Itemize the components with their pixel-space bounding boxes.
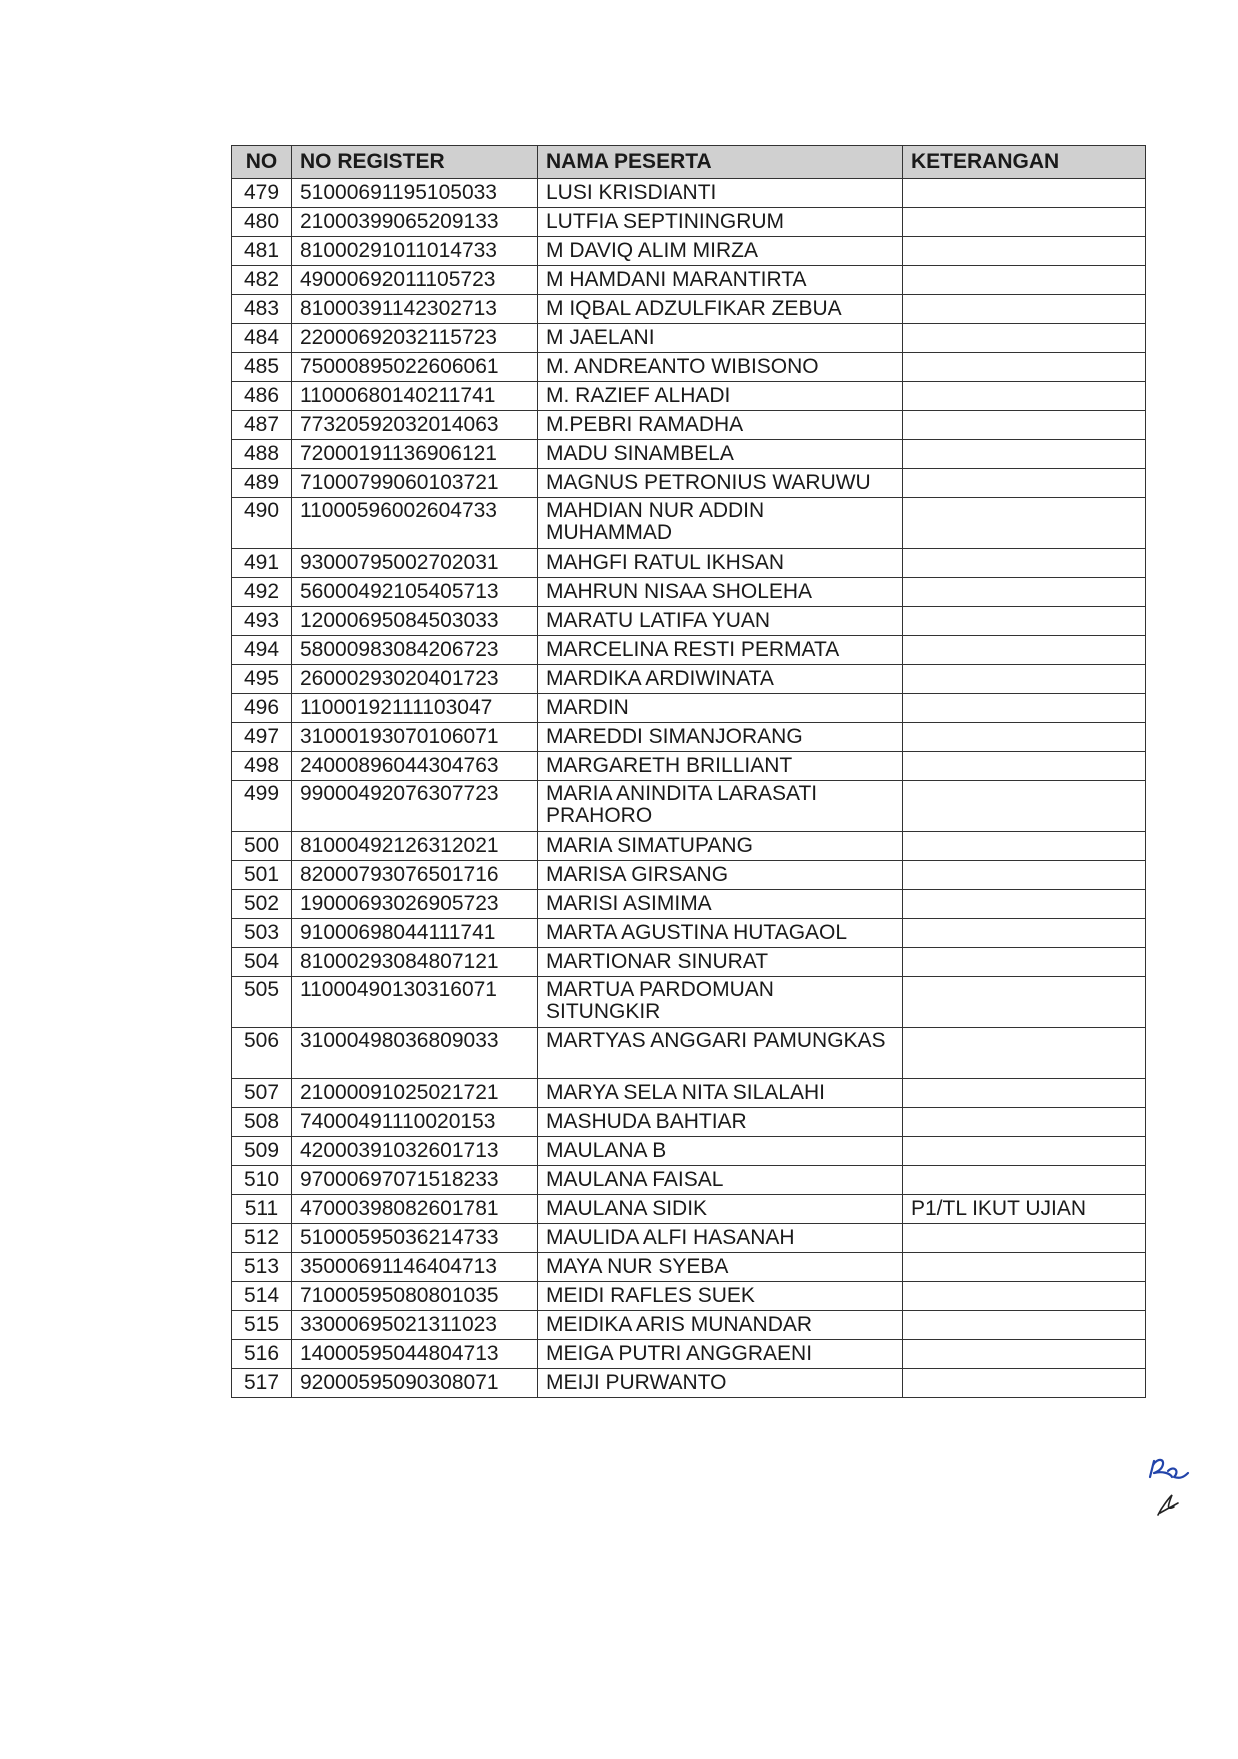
row-name: LUSI KRISDIANTI bbox=[538, 179, 903, 208]
row-no: 493 bbox=[232, 607, 292, 636]
row-keterangan bbox=[903, 861, 1146, 890]
row-register: 14000595044804713 bbox=[292, 1340, 538, 1369]
row-register: 71000595080801035 bbox=[292, 1282, 538, 1311]
row-keterangan bbox=[903, 237, 1146, 266]
row-keterangan bbox=[903, 324, 1146, 353]
row-no: 487 bbox=[232, 411, 292, 440]
row-name: MAGNUS PETRONIUS WARUWU bbox=[538, 469, 903, 498]
table-row bbox=[232, 665, 1146, 694]
row-register: 99000492076307723 bbox=[292, 781, 538, 832]
row-register: 21000091025021721 bbox=[292, 1079, 538, 1108]
table-row bbox=[232, 440, 1146, 469]
table-row bbox=[232, 208, 1146, 237]
row-register: 72000191136906121 bbox=[292, 440, 538, 469]
table-row bbox=[232, 1369, 1146, 1398]
row-keterangan bbox=[903, 723, 1146, 752]
table-row bbox=[232, 1108, 1146, 1137]
table-row bbox=[232, 752, 1146, 781]
row-no: 485 bbox=[232, 353, 292, 382]
row-keterangan bbox=[903, 208, 1146, 237]
row-keterangan bbox=[903, 440, 1146, 469]
row-name: LUTFIA SEPTININGRUM bbox=[538, 208, 903, 237]
row-keterangan bbox=[903, 1253, 1146, 1282]
header-nama-peserta: NAMA PESERTA bbox=[538, 146, 903, 179]
table-row bbox=[232, 469, 1146, 498]
table-row bbox=[232, 549, 1146, 578]
row-no: 480 bbox=[232, 208, 292, 237]
row-name: MARDIKA ARDIWINATA bbox=[538, 665, 903, 694]
row-register: 51000595036214733 bbox=[292, 1224, 538, 1253]
row-keterangan bbox=[903, 636, 1146, 665]
row-name: M DAVIQ ALIM MIRZA bbox=[538, 237, 903, 266]
row-keterangan bbox=[903, 1108, 1146, 1137]
row-keterangan bbox=[903, 498, 1146, 549]
row-no: 506 bbox=[232, 1028, 292, 1079]
row-no: 514 bbox=[232, 1282, 292, 1311]
table-row bbox=[232, 295, 1146, 324]
row-register: 33000695021311023 bbox=[292, 1311, 538, 1340]
table-row bbox=[232, 1311, 1146, 1340]
row-register: 81000492126312021 bbox=[292, 832, 538, 861]
row-name: MAULANA B bbox=[538, 1137, 903, 1166]
row-keterangan bbox=[903, 1369, 1146, 1398]
table-row bbox=[232, 1137, 1146, 1166]
row-keterangan bbox=[903, 694, 1146, 723]
row-register: 92000595090308071 bbox=[292, 1369, 538, 1398]
header-no: NO bbox=[232, 146, 292, 179]
row-no: 492 bbox=[232, 578, 292, 607]
row-no: 499 bbox=[232, 781, 292, 832]
table-row bbox=[232, 1166, 1146, 1195]
row-no: 490 bbox=[232, 498, 292, 549]
row-no: 491 bbox=[232, 549, 292, 578]
row-no: 504 bbox=[232, 948, 292, 977]
row-no: 481 bbox=[232, 237, 292, 266]
row-keterangan bbox=[903, 665, 1146, 694]
row-keterangan bbox=[903, 890, 1146, 919]
row-register: 24000896044304763 bbox=[292, 752, 538, 781]
table-row bbox=[232, 607, 1146, 636]
row-name: MARATU LATIFA YUAN bbox=[538, 607, 903, 636]
table-row bbox=[232, 890, 1146, 919]
row-register: 35000691146404713 bbox=[292, 1253, 538, 1282]
row-keterangan bbox=[903, 1340, 1146, 1369]
row-keterangan bbox=[903, 1282, 1146, 1311]
row-register: 74000491110020153 bbox=[292, 1108, 538, 1137]
row-no: 503 bbox=[232, 919, 292, 948]
row-no: 507 bbox=[232, 1079, 292, 1108]
row-name: MAHGFI RATUL IKHSAN bbox=[538, 549, 903, 578]
table-row bbox=[232, 919, 1146, 948]
table-row bbox=[232, 1253, 1146, 1282]
table-row bbox=[232, 694, 1146, 723]
row-no: 482 bbox=[232, 266, 292, 295]
row-no: 494 bbox=[232, 636, 292, 665]
row-name: M.PEBRI RAMADHA bbox=[538, 411, 903, 440]
row-keterangan bbox=[903, 1079, 1146, 1108]
row-register: 31000498036809033 bbox=[292, 1028, 538, 1079]
row-keterangan bbox=[903, 411, 1146, 440]
row-keterangan bbox=[903, 469, 1146, 498]
row-name: MARDIN bbox=[538, 694, 903, 723]
row-register: 75000895022606061 bbox=[292, 353, 538, 382]
row-name: MEIJI PURWANTO bbox=[538, 1369, 903, 1398]
table-row bbox=[232, 636, 1146, 665]
row-name: MARIA SIMATUPANG bbox=[538, 832, 903, 861]
row-name: MARGARETH BRILLIANT bbox=[538, 752, 903, 781]
row-name: MARYA SELA NITA SILALAHI bbox=[538, 1079, 903, 1108]
table-row bbox=[232, 1079, 1146, 1108]
row-no: 483 bbox=[232, 295, 292, 324]
row-name: MARTUA PARDOMUAN SITUNGKIR bbox=[538, 977, 903, 1028]
row-register: 11000192111103047 bbox=[292, 694, 538, 723]
row-keterangan bbox=[903, 353, 1146, 382]
row-name: MARTIONAR SINURAT bbox=[538, 948, 903, 977]
row-keterangan bbox=[903, 1137, 1146, 1166]
row-register: 81000293084807121 bbox=[292, 948, 538, 977]
row-keterangan bbox=[903, 832, 1146, 861]
row-register: 49000692011105723 bbox=[292, 266, 538, 295]
table-header-row bbox=[232, 146, 1146, 179]
header-keterangan: KETERANGAN bbox=[903, 146, 1146, 179]
row-register: 81000391142302713 bbox=[292, 295, 538, 324]
row-name: MAYA NUR SYEBA bbox=[538, 1253, 903, 1282]
table-row bbox=[232, 977, 1146, 1028]
row-keterangan bbox=[903, 752, 1146, 781]
row-no: 498 bbox=[232, 752, 292, 781]
table-row bbox=[232, 1195, 1146, 1224]
row-register: 22000692032115723 bbox=[292, 324, 538, 353]
row-no: 516 bbox=[232, 1340, 292, 1369]
table-row bbox=[232, 1282, 1146, 1311]
row-no: 488 bbox=[232, 440, 292, 469]
row-no: 510 bbox=[232, 1166, 292, 1195]
row-name: MEIDI RAFLES SUEK bbox=[538, 1282, 903, 1311]
row-register: 11000680140211741 bbox=[292, 382, 538, 411]
row-name: MARTYAS ANGGARI PAMUNGKAS bbox=[538, 1028, 903, 1079]
row-no: 484 bbox=[232, 324, 292, 353]
row-no: 495 bbox=[232, 665, 292, 694]
row-register: 91000698044111741 bbox=[292, 919, 538, 948]
row-name: MEIGA PUTRI ANGGRAENI bbox=[538, 1340, 903, 1369]
row-name: MEIDIKA ARIS MUNANDAR bbox=[538, 1311, 903, 1340]
table-row bbox=[232, 578, 1146, 607]
table-row bbox=[232, 237, 1146, 266]
header-no-register: NO REGISTER bbox=[292, 146, 538, 179]
row-register: 31000193070106071 bbox=[292, 723, 538, 752]
row-no: 489 bbox=[232, 469, 292, 498]
table-row bbox=[232, 723, 1146, 752]
row-register: 93000795002702031 bbox=[292, 549, 538, 578]
row-name: MAHRUN NISAA SHOLEHA bbox=[538, 578, 903, 607]
row-register: 12000695084503033 bbox=[292, 607, 538, 636]
row-no: 509 bbox=[232, 1137, 292, 1166]
row-name: M HAMDANI MARANTIRTA bbox=[538, 266, 903, 295]
row-no: 515 bbox=[232, 1311, 292, 1340]
row-register: 21000399065209133 bbox=[292, 208, 538, 237]
handwritten-initials bbox=[1140, 1455, 1200, 1520]
row-keterangan bbox=[903, 549, 1146, 578]
row-name: MAREDDI SIMANJORANG bbox=[538, 723, 903, 752]
row-register: 11000490130316071 bbox=[292, 977, 538, 1028]
table-row bbox=[232, 781, 1146, 832]
table-row bbox=[232, 1224, 1146, 1253]
row-keterangan bbox=[903, 781, 1146, 832]
row-name: MASHUDA BAHTIAR bbox=[538, 1108, 903, 1137]
row-register: 47000398082601781 bbox=[292, 1195, 538, 1224]
row-no: 511 bbox=[232, 1195, 292, 1224]
row-name: M IQBAL ADZULFIKAR ZEBUA bbox=[538, 295, 903, 324]
row-keterangan bbox=[903, 948, 1146, 977]
row-name: MADU SINAMBELA bbox=[538, 440, 903, 469]
row-no: 502 bbox=[232, 890, 292, 919]
table-row bbox=[232, 353, 1146, 382]
row-keterangan bbox=[903, 295, 1146, 324]
row-register: 81000291011014733 bbox=[292, 237, 538, 266]
row-register: 82000793076501716 bbox=[292, 861, 538, 890]
table-row bbox=[232, 948, 1146, 977]
table-row bbox=[232, 179, 1146, 208]
row-name: MAULIDA ALFI HASANAH bbox=[538, 1224, 903, 1253]
row-register: 11000596002604733 bbox=[292, 498, 538, 549]
row-no: 501 bbox=[232, 861, 292, 890]
table-row bbox=[232, 324, 1146, 353]
row-no: 500 bbox=[232, 832, 292, 861]
row-keterangan bbox=[903, 1224, 1146, 1253]
row-register: 19000693026905723 bbox=[292, 890, 538, 919]
row-register: 71000799060103721 bbox=[292, 469, 538, 498]
row-name: M JAELANI bbox=[538, 324, 903, 353]
row-keterangan bbox=[903, 977, 1146, 1028]
row-no: 479 bbox=[232, 179, 292, 208]
row-register: 42000391032601713 bbox=[292, 1137, 538, 1166]
row-keterangan bbox=[903, 607, 1146, 636]
table-row bbox=[232, 266, 1146, 295]
table-row bbox=[232, 861, 1146, 890]
row-name: MAULANA SIDIK bbox=[538, 1195, 903, 1224]
row-no: 508 bbox=[232, 1108, 292, 1137]
row-no: 512 bbox=[232, 1224, 292, 1253]
row-name: MAHDIAN NUR ADDIN MUHAMMAD bbox=[538, 498, 903, 549]
table-row bbox=[232, 411, 1146, 440]
row-no: 497 bbox=[232, 723, 292, 752]
row-no: 517 bbox=[232, 1369, 292, 1398]
row-register: 51000691195105033 bbox=[292, 179, 538, 208]
row-no: 513 bbox=[232, 1253, 292, 1282]
row-name: MARIA ANINDITA LARASATI PRAHORO bbox=[538, 781, 903, 832]
row-name: MARTA AGUSTINA HUTAGAOL bbox=[538, 919, 903, 948]
row-no: 486 bbox=[232, 382, 292, 411]
row-name: MARISI ASIMIMA bbox=[538, 890, 903, 919]
table-row bbox=[232, 832, 1146, 861]
row-register: 58000983084206723 bbox=[292, 636, 538, 665]
row-name: MAULANA FAISAL bbox=[538, 1166, 903, 1195]
table-row bbox=[232, 382, 1146, 411]
row-keterangan bbox=[903, 1028, 1146, 1079]
row-name: MARCELINA RESTI PERMATA bbox=[538, 636, 903, 665]
row-keterangan bbox=[903, 1166, 1146, 1195]
row-register: 26000293020401723 bbox=[292, 665, 538, 694]
row-keterangan bbox=[903, 919, 1146, 948]
row-register: 77320592032014063 bbox=[292, 411, 538, 440]
row-no: 505 bbox=[232, 977, 292, 1028]
row-name: M. ANDREANTO WIBISONO bbox=[538, 353, 903, 382]
table-row bbox=[232, 1340, 1146, 1369]
row-keterangan bbox=[903, 1311, 1146, 1340]
table-row bbox=[232, 1028, 1146, 1079]
row-name: MARISA GIRSANG bbox=[538, 861, 903, 890]
row-keterangan: P1/TL IKUT UJIAN bbox=[903, 1195, 1146, 1224]
participant-table bbox=[231, 145, 1146, 1398]
row-keterangan bbox=[903, 179, 1146, 208]
table-row bbox=[232, 498, 1146, 549]
row-register: 56000492105405713 bbox=[292, 578, 538, 607]
row-keterangan bbox=[903, 266, 1146, 295]
row-name: M. RAZIEF ALHADI bbox=[538, 382, 903, 411]
row-keterangan bbox=[903, 382, 1146, 411]
row-keterangan bbox=[903, 578, 1146, 607]
table-body bbox=[232, 179, 1146, 1398]
row-register: 97000697071518233 bbox=[292, 1166, 538, 1195]
row-no: 496 bbox=[232, 694, 292, 723]
